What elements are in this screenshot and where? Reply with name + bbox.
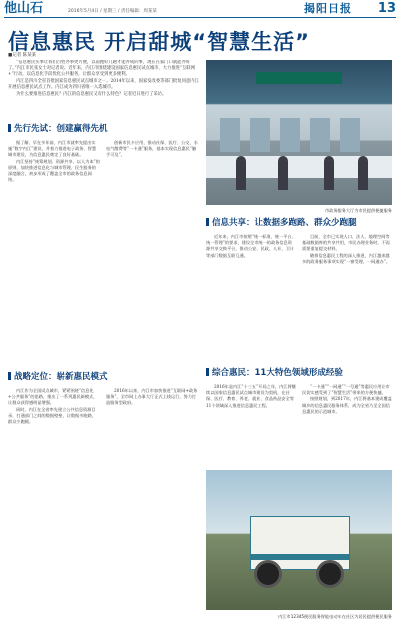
paragraph: 2016年以来，内江市加快推进“互联网+政务服务”，全市网上办事大厅正式上线运行，努力打造服务型政府。 (106, 388, 198, 406)
section-heading: 综合惠民：11大特色领域形成经验 (206, 368, 343, 378)
section-heading: 先行先试：创建赢得先机 (8, 124, 108, 134)
photo-caption: 市政务服务大厅为市民提供便捷服务 (324, 208, 392, 213)
paragraph: 2016年是内江“十三五”开局之年，内江将继续以国家信息惠民试点城市建设为契机，在社保、医疗、教育、养老、就业、食品药品安全等11个领域深入推进信息惠民工程。 (206, 384, 296, 408)
paragraph: 创新市民卡应用，推动社保、医疗、公交、水电气缴费等“一卡通”服务，基本实现信息惠民“触手可及”。 (106, 140, 198, 158)
service-hall-photo (206, 60, 392, 205)
headline: 信息惠民 开启甜城“智慧生活” (8, 30, 310, 54)
dateline: 2016年5月4日 / 星期三 / 责任编辑：周某某 (68, 9, 157, 14)
byline: ■记者 陈某某 (8, 53, 37, 58)
lede-paragraph: 内江是四川全省首批国家信息惠民试点城市之一。2014年以来，国家发改委等部门批复同意内江开展信息惠民试点工作。内江成为四川省唯一入选城市。 (8, 79, 199, 90)
section-column (302, 384, 392, 466)
section-column (106, 388, 200, 626)
paragraph: 目前，全市已实现人口、法人、地理空间等基础数据库的共享共用，市民办理业务时，不再需要重复提交材料。 (302, 234, 390, 252)
paragraph: “一卡通”“一网通”“一号通”等惠民应用让市民切实感受到了“智慧生活”带来的方便快捷。 (302, 384, 390, 396)
paragraph: 按照规划，到2017年，内江将基本建成覆盖城乡的信息惠民服务体系，成为全省乃至全国信息惠民的示范城市。 (302, 396, 392, 414)
paragraph: 内江作为全国试点城市，紧紧围绕“信息化+公共服务”的思路，推出了一系列惠民新模式，让群众获得感明显增强。 (8, 388, 98, 406)
section-column (8, 388, 100, 626)
paragraph: 内江坚持“统筹规划、资源共享、以人为本”的原则，加快推进信息化与城市管理、民生服务的深度融合，初步形成了覆盖全市的政务信息网络。 (8, 158, 100, 183)
paragraph: 据了解，早在多年前，内江市就率先提出实施“数字内江”建设，并着力推进电子政务、智慧城市建设，为信息惠民奠定了良好基础。 (8, 140, 97, 158)
section-column (206, 234, 296, 362)
section-column (106, 140, 200, 366)
newspaper-logo: 揭阳日报 (304, 2, 352, 15)
masthead (4, 2, 396, 18)
paragraph: 同时，内江在全省率先建立公共信息资源目录，打通部门之间的数据壁垒，让数据多跑路，群众少跑腿。 (8, 406, 96, 425)
section-column (206, 384, 296, 466)
page-number: 13 (377, 1, 396, 16)
section-column (8, 140, 100, 366)
lede (8, 60, 200, 120)
lede-paragraph: 为什么要推进信息惠民？内江的信息惠民又有什么特色？记者近日进行了采访。 (16, 92, 167, 97)
paragraph: 近年来，内江市按照“统一标准、统一平台、统一管理”的要求，建设全市统一的政务信息资源共享交换平台，推动公安、民政、人社、卫计等部门数据互联互通。 (206, 234, 296, 258)
service-vehicle-photo (206, 470, 392, 610)
lede-paragraph: “信息惠民实事让我们百姓办事更方便，以前跑好几趟才能办成的事，现在在家门口就能办好了。”内江市民张女士对记者说。近年来，内江市围绕建设国家信息惠民试点城市，大力推进“互联网+”行动，以信息化手段优化公共服务，让群众享受到更多便利。 (8, 60, 196, 77)
paragraph: 随着信息惠民工程的深入推进，内江越来越多的政务服务事项实现“一窗受理、一网通办”。 (302, 252, 391, 264)
section-heading: 战略定位：崭新惠民模式 (8, 372, 108, 382)
photo-caption: 内江市12345便民服务智能电动车在社区为居民提供便民服务 (278, 614, 392, 619)
section-column (302, 234, 392, 362)
column-name: 他山石 (4, 1, 44, 16)
section-heading: 信息共享：让数据多跑路、群众少跑腿 (206, 218, 357, 228)
